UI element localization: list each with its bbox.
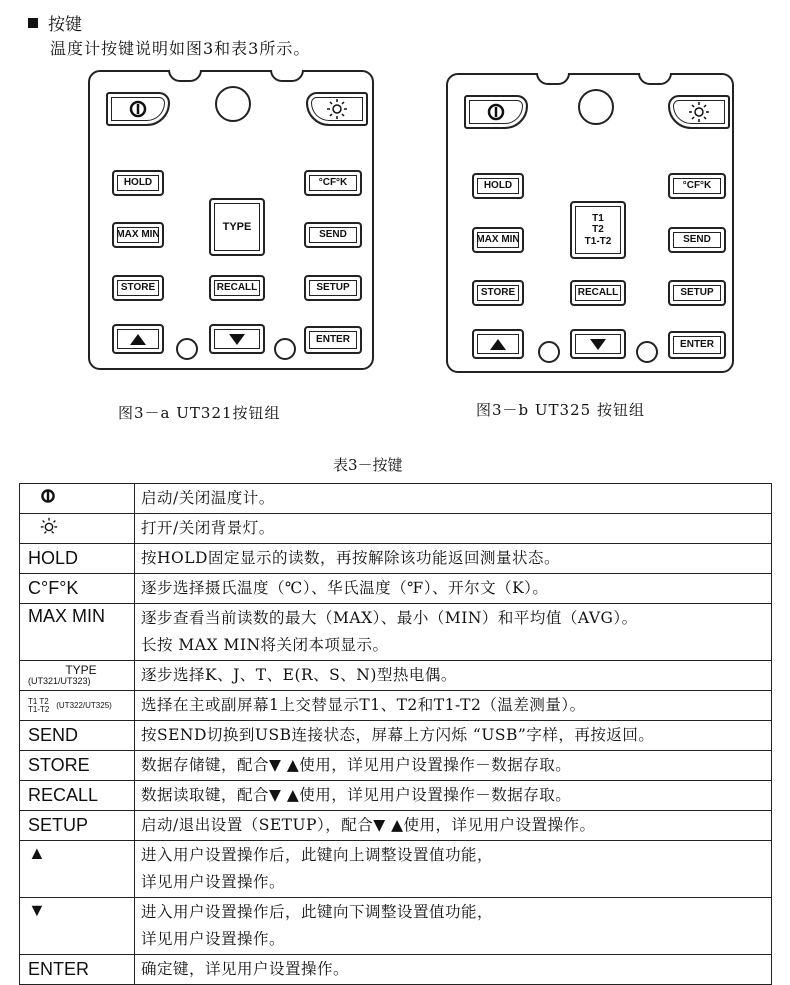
enter-key[interactable]: ENTER [304,326,362,354]
figure-a-caption: 图3－a UT321按钮组 [118,404,281,422]
table-row [20,484,772,514]
unit-key[interactable]: °CF°K [668,173,726,199]
key-cell [20,514,135,544]
table-row [20,661,772,691]
key-cell: STORE [20,751,135,781]
desc-cell: 启动/退出设置（SETUP），配合▼ ▲使用，详见用户设置操作。 [135,811,772,841]
ir-sensor-window [578,89,614,125]
backlight-key[interactable] [306,92,368,126]
t1-t2-label: T1-T2 [584,235,612,247]
table-row [20,514,772,544]
t1-t2-key[interactable] [570,201,626,259]
table-row [20,544,772,574]
indicator-circle [176,338,198,360]
desc-cell: 进入用户设置操作后，此键向上调整设置值功能， 详见用户设置操作。 [135,841,772,898]
triangle-down-icon [229,334,245,345]
key-cell: HOLD [20,544,135,574]
send-key[interactable]: SEND [304,222,362,248]
desc-cell: 逐步选择K、J、T、E(R、S、N)型热电偶。 [135,661,772,691]
up-key[interactable] [472,329,524,359]
send-key[interactable]: SEND [668,227,726,253]
desc-cell: 数据读取键，配合▼ ▲使用，详见用户设置操作－数据存取。 [135,781,772,811]
key-cell: ▼ [20,898,135,955]
power-key[interactable] [464,95,528,129]
setup-key[interactable]: SETUP [304,275,362,301]
triangle-up-icon [490,339,506,350]
desc-cell: 逐步查看当前读数的最大（MAX）、最小（MIN）和平均值（AVG）。 长按 MAX MIN将关闭本项显示。 [135,604,772,661]
power-icon [40,488,56,504]
hold-key[interactable]: HOLD [112,170,164,196]
table-row [20,811,772,841]
intro-text: 温度计按键说明如图3和表3所示。 [50,39,311,58]
table-row [20,721,772,751]
down-key[interactable] [570,329,626,359]
desc-cell: 进入用户设置操作后，此键向下调整设置值功能， 详见用户设置操作。 [135,898,772,955]
recall-key[interactable]: RECALL [570,280,626,306]
store-key[interactable]: STORE [472,280,524,306]
section-title: 按键 [28,10,82,35]
key-cell: ▲ [20,841,135,898]
table-row [20,751,772,781]
key-cell: SETUP [20,811,135,841]
t2-label: T2 [592,224,604,236]
down-key[interactable] [209,324,265,354]
table-row [20,898,772,955]
table-row [20,691,772,721]
desc-cell: 确定键，详见用户设置操作。 [135,955,772,985]
power-icon [486,102,506,122]
maxmin-key[interactable]: MAX MIN [472,227,524,253]
maxmin-key[interactable]: MAX MIN [112,222,164,248]
desc-cell: 打开/关闭背景灯。 [135,514,772,544]
indicator-circle [274,338,296,360]
table-row [20,781,772,811]
table-row [20,574,772,604]
key-cell: T1 T2 T1-T2 (UT322/UT325) [20,691,135,721]
backlight-icon [688,101,710,123]
key-cell: SEND [20,721,135,751]
table-row [20,841,772,898]
key-cell: TYPE (UT321/UT323) [20,661,135,691]
key-cell: ENTER [20,955,135,985]
t1-label: T1 [592,212,604,224]
desc-cell: 按HOLD固定显示的读数，再按解除该功能返回测量状态。 [135,544,772,574]
setup-key[interactable]: SETUP [668,280,726,306]
key-cell [20,484,135,514]
backlight-key[interactable] [668,95,730,129]
enter-key[interactable]: ENTER [668,331,726,359]
store-key[interactable]: STORE [112,275,164,301]
triangle-up-icon [130,334,146,345]
keypad-ut321 [88,70,374,370]
desc-cell: 按SEND切换到USB连接状态，屏幕上方闪烁 “USB”字样，再按返回。 [135,721,772,751]
desc-cell: 数据存储键，配合▼ ▲使用，详见用户设置操作－数据存取。 [135,751,772,781]
ir-sensor-window [215,86,251,122]
table-row [20,955,772,985]
hold-key[interactable]: HOLD [472,173,524,199]
table-title: 表3－按键 [333,456,403,474]
indicator-circle [538,341,560,363]
key-table [19,483,772,985]
key-cell: C°F°K [20,574,135,604]
keypad-ut325 [446,73,734,373]
table-row [20,604,772,661]
desc-cell: 启动/关闭温度计。 [135,484,772,514]
power-icon [128,99,148,119]
up-key[interactable] [112,324,164,354]
recall-key[interactable]: RECALL [209,275,265,301]
key-cell: RECALL [20,781,135,811]
backlight-icon [326,98,348,120]
unit-key[interactable]: °CF°K [304,170,362,196]
key-cell: MAX MIN [20,604,135,661]
type-key[interactable]: TYPE [209,198,265,256]
desc-cell: 选择在主或副屏幕1上交替显示T1、T2和T1-T2（温差测量）。 [135,691,772,721]
power-key[interactable] [106,92,170,126]
bullet-square-icon [28,18,38,28]
indicator-circle [636,341,658,363]
triangle-down-icon [590,339,606,350]
desc-cell: 逐步选择摄氏温度（℃）、华氏温度（℉）、开尔文（K）。 [135,574,772,604]
backlight-icon [38,516,60,536]
figure-b-caption: 图3－b UT325 按钮组 [476,401,645,419]
